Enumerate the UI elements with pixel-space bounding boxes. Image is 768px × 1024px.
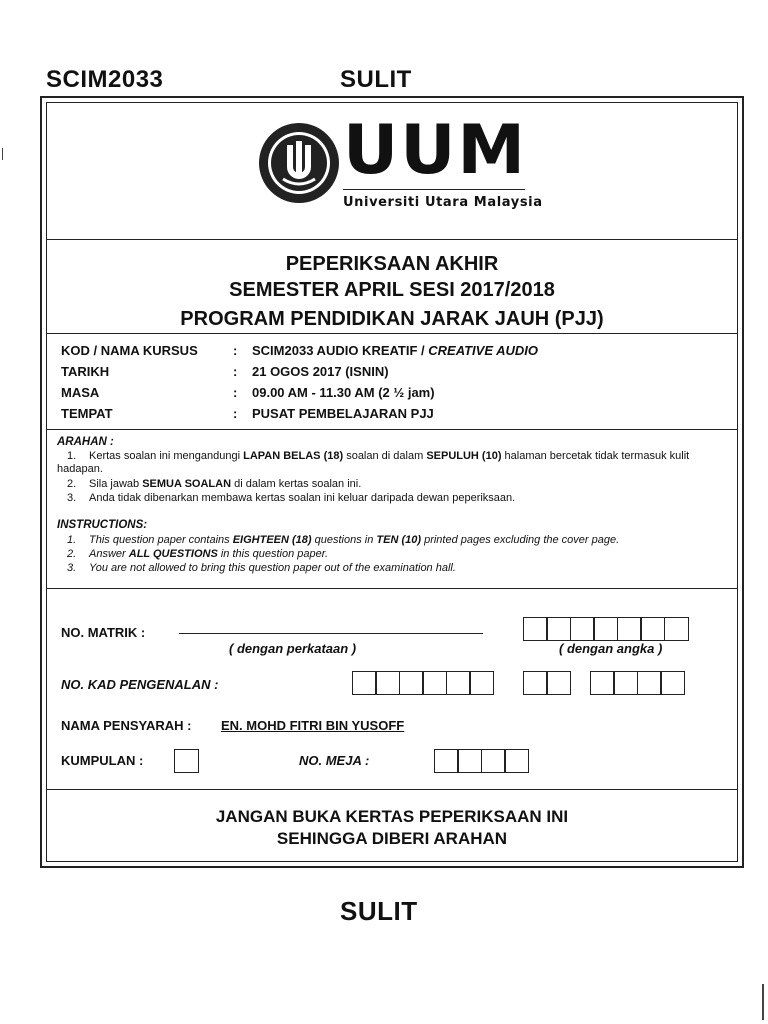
logo-divider [343, 189, 525, 190]
digit-box[interactable] [504, 749, 529, 773]
divider [47, 429, 737, 430]
instruction-item [57, 562, 707, 575]
text: printed pages excluding the cover page. [421, 534, 620, 546]
digit-box[interactable] [613, 671, 638, 695]
university-name: Universiti Utara Malaysia [343, 195, 543, 210]
lecturer-name: EN. MOHD FITRI BIN YUSOFF [221, 718, 405, 733]
classification-bottom: SULIT [340, 896, 418, 926]
desk-label: NO. MEJA : [299, 753, 370, 768]
ic-boxes-3[interactable] [591, 671, 685, 695]
digit-box[interactable] [352, 671, 377, 695]
exam-title: PEPERIKSAAN AKHIR [285, 253, 499, 275]
info-value-course [252, 343, 538, 358]
text: questions in [311, 534, 377, 546]
text: Answer [89, 548, 129, 560]
info-sep: : [233, 364, 238, 379]
digit-box[interactable] [617, 617, 642, 641]
text-bold: EIGHTEEN (18) [232, 534, 312, 546]
scan-mark [2, 148, 3, 160]
instruction-item [57, 534, 707, 547]
digit-box[interactable] [660, 671, 685, 695]
digit-box[interactable] [664, 617, 689, 641]
classification-top: SULIT [340, 66, 412, 93]
arahan-heading: ARAHAN : [57, 436, 114, 448]
arahan-item [57, 450, 707, 476]
digit-box[interactable] [469, 671, 494, 695]
arahan-item [57, 492, 707, 505]
digit-box[interactable] [523, 617, 548, 641]
digit-box[interactable] [399, 671, 424, 695]
text-bold: LAPAN BELAS (18) [243, 450, 344, 462]
digit-box[interactable] [570, 617, 595, 641]
text-bold: SEMUA SOALAN [142, 478, 232, 490]
group-label: KUMPULAN : [61, 753, 144, 768]
text-bold: TEN (10) [376, 534, 422, 546]
digit-box[interactable] [434, 749, 459, 773]
text: Anda tidak dibenarkan membawa kertas soalan ini keluar daripada dewan peperiksaan. [89, 492, 516, 504]
info-sep: : [233, 406, 238, 421]
text: in this question paper. [217, 548, 329, 560]
info-label-course: KOD / NAMA KURSUS [61, 343, 198, 358]
digit-box[interactable] [637, 671, 662, 695]
lecturer-label: NAMA PENSYARAH : [61, 718, 192, 733]
text: di dalam kertas soalan ini. [231, 478, 362, 490]
warning-line-1: JANGAN BUKA KERTAS PEPERIKSAAN INI [215, 807, 569, 826]
digit-box[interactable] [546, 617, 571, 641]
arahan-item [57, 478, 707, 491]
digit-box[interactable] [590, 671, 615, 695]
text: soalan di dalam [343, 450, 427, 462]
digit-box[interactable] [481, 749, 506, 773]
exam-semester: SEMESTER APRIL SESI 2017/2018 [229, 279, 555, 301]
warning-line-2: SEHINGGA DIBERI ARAHAN [276, 829, 508, 848]
divider [47, 239, 737, 240]
info-value-time: 09.00 AM - 11.30 AM (2 ½ jam) [252, 385, 435, 400]
uum-crest-icon [257, 121, 341, 205]
text-bold: ALL QUESTIONS [128, 548, 218, 560]
info-value-venue: PUSAT PEMBELAJARAN PJJ [252, 406, 434, 421]
instruction-item [57, 548, 707, 561]
item-number: 1. [67, 450, 77, 462]
text: You are not allowed to bring this question paper out of the examination hall. [89, 562, 456, 574]
info-value-date: 21 OGOS 2017 (ISNIN) [252, 364, 389, 379]
scan-mark [762, 984, 764, 1020]
digit-box[interactable] [546, 671, 571, 695]
item-number: 1. [67, 534, 77, 546]
ic-boxes-1[interactable] [353, 671, 494, 695]
matric-words-caption: ( dengan perkataan ) [229, 641, 357, 656]
digit-box[interactable] [446, 671, 471, 695]
course-code: SCIM2033 [46, 66, 164, 93]
info-label-date: TARIKH [61, 364, 110, 379]
desk-boxes[interactable] [435, 749, 529, 773]
digit-box[interactable] [593, 617, 618, 641]
digit-box[interactable] [457, 749, 482, 773]
digit-box[interactable] [375, 671, 400, 695]
matric-number-boxes[interactable] [524, 617, 689, 641]
item-number: 2. [67, 478, 77, 490]
info-label-venue: TEMPAT [61, 406, 113, 421]
matric-label: NO. MATRIK : [61, 625, 146, 640]
digit-box[interactable] [174, 749, 199, 773]
item-number: 3. [67, 492, 77, 504]
exam-program: PROGRAM PENDIDIKAN JARAK JAUH (PJJ) [180, 308, 604, 330]
instructions-heading: INSTRUCTIONS: [57, 519, 148, 531]
digit-box[interactable] [640, 617, 665, 641]
course-name: SCIM2033 AUDIO KREATIF / [252, 343, 429, 358]
info-label-time: MASA [61, 385, 100, 400]
exam-cover-frame [40, 96, 744, 868]
item-number: 2. [67, 548, 77, 560]
ic-label: NO. KAD PENGENALAN : [61, 677, 219, 692]
group-box[interactable] [175, 749, 199, 773]
divider [47, 588, 737, 589]
info-sep: : [233, 385, 238, 400]
text-bold: SEPULUH (10) [426, 450, 502, 462]
uum-wordmark: UUM [343, 111, 528, 190]
text: Kertas soalan ini mengandungi [89, 450, 244, 462]
matric-words-line[interactable] [179, 633, 483, 634]
divider [47, 789, 737, 790]
digit-box[interactable] [422, 671, 447, 695]
text: This question paper contains [89, 534, 233, 546]
item-number: 3. [67, 562, 77, 574]
divider [47, 333, 737, 334]
text: Sila jawab [89, 478, 143, 490]
inner-border [46, 102, 738, 862]
course-name-english: CREATIVE AUDIO [428, 343, 539, 358]
info-sep: : [233, 343, 238, 358]
text: halaman bercetak tidak termasuk kulit hadapan. [57, 450, 690, 475]
digit-box[interactable] [523, 671, 548, 695]
ic-boxes-2[interactable] [524, 671, 571, 695]
matric-number-caption: ( dengan angka ) [559, 641, 663, 656]
